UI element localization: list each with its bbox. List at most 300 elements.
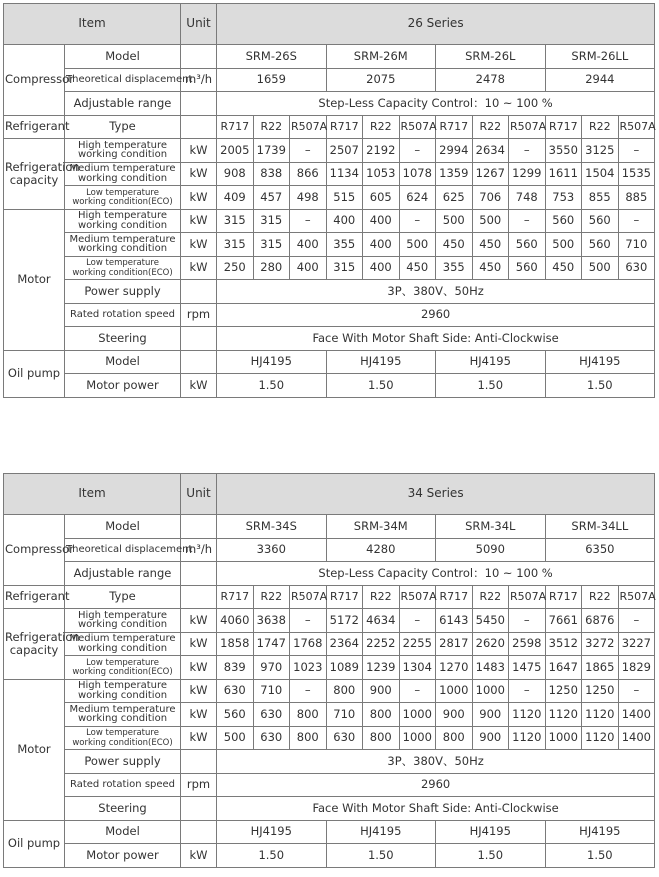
capacity-value: 1053 <box>363 162 400 186</box>
label-medium-temp-condition <box>65 703 181 727</box>
unit-kw: kW <box>181 233 217 257</box>
condition-label-line2: working condition <box>77 689 168 701</box>
motor-value: 400 <box>363 209 400 233</box>
motor-value: 315 <box>326 256 363 280</box>
label-low-temp-condition <box>65 656 181 680</box>
motor-value: 630 <box>253 703 290 727</box>
motor-value: 800 <box>326 679 363 703</box>
motor-value: 560 <box>582 209 619 233</box>
motor-value: 560 <box>509 233 546 257</box>
capacity-value: 3227 <box>618 632 655 656</box>
motor-value: 630 <box>326 726 363 750</box>
model-name: SRM-26LL <box>545 45 655 69</box>
capacity-value: 839 <box>217 656 254 680</box>
group-compressor: Compressor <box>4 45 65 116</box>
motor-value: – <box>399 679 436 703</box>
capacity-value: 1359 <box>436 162 473 186</box>
label-low-temp-condition <box>65 726 181 750</box>
label-rotation-speed: Rated rotation speed <box>65 773 181 797</box>
capacity-value: – <box>399 609 436 633</box>
motor-value: 450 <box>545 256 582 280</box>
unit-empty <box>181 820 217 844</box>
capacity-value: 2994 <box>436 139 473 163</box>
unit-empty <box>181 115 217 139</box>
motor-value: 1120 <box>545 703 582 727</box>
capacity-value: 3550 <box>545 139 582 163</box>
label-low-temp-condition <box>65 256 181 280</box>
oil-pump-model: HJ4195 <box>545 350 655 374</box>
refrigerant-type: R507A <box>290 585 327 609</box>
refrigerant-type: R507A <box>509 115 546 139</box>
displacement-value: 6350 <box>545 538 655 562</box>
unit-kw: kW <box>181 632 217 656</box>
group-refrigeration-capacity: Refrigeration capacity <box>4 139 65 210</box>
condition-label-line2: working condition <box>77 219 168 231</box>
capacity-value: 1739 <box>253 139 290 163</box>
motor-value: 500 <box>582 256 619 280</box>
motor-value: 630 <box>253 726 290 750</box>
condition-label-line2: working condition(ECO) <box>72 737 173 748</box>
motor-value: 1400 <box>618 726 655 750</box>
condition-label-line2: working condition <box>77 149 168 161</box>
condition-label-line2: working condition <box>77 243 168 255</box>
condition-label-line1: Low temperature <box>86 657 159 668</box>
condition-label-line2: working condition(ECO) <box>72 667 173 678</box>
capacity-value: 748 <box>509 186 546 210</box>
label-high-temp-condition <box>65 609 181 633</box>
capacity-value: 1134 <box>326 162 363 186</box>
motor-value: 800 <box>363 703 400 727</box>
steering-value: Face With Motor Shaft Side: Anti-Clockwise <box>217 797 655 821</box>
rotation-speed-value: 2960 <box>217 773 655 797</box>
label-medium-temp-condition <box>65 233 181 257</box>
capacity-value: 1504 <box>582 162 619 186</box>
capacity-value: – <box>618 139 655 163</box>
capacity-value: 1858 <box>217 632 254 656</box>
label-adjustable-range: Adjustable range <box>65 92 181 116</box>
motor-value: 560 <box>217 703 254 727</box>
capacity-value: 7661 <box>545 609 582 633</box>
capacity-value: 1483 <box>472 656 509 680</box>
motor-value: – <box>618 679 655 703</box>
oil-pump-model: HJ4195 <box>326 350 436 374</box>
motor-value: 1000 <box>472 679 509 703</box>
motor-value: 1120 <box>509 703 546 727</box>
label-type: Type <box>65 115 181 139</box>
motor-value: 1120 <box>582 703 619 727</box>
capacity-value: 2252 <box>363 632 400 656</box>
oil-pump-model: HJ4195 <box>217 820 327 844</box>
condition-label-line2: working condition(ECO) <box>72 267 173 278</box>
oil-pump-power: 1.50 <box>217 374 327 398</box>
oil-pump-model: HJ4195 <box>326 820 436 844</box>
label-high-temp-condition <box>65 679 181 703</box>
capacity-value: 624 <box>399 186 436 210</box>
unit-empty <box>181 350 217 374</box>
capacity-value: 1023 <box>290 656 327 680</box>
oil-pump-model: HJ4195 <box>217 350 327 374</box>
unit-rpm: rpm <box>181 773 217 797</box>
displacement-value: 5090 <box>436 538 546 562</box>
label-motor-power: Motor power <box>65 374 181 398</box>
condition-label-line1: Medium temperature <box>69 233 176 245</box>
power-supply-value: 3P、380V、50Hz <box>217 280 655 304</box>
motor-value: 800 <box>290 703 327 727</box>
oil-pump-power: 1.50 <box>545 844 655 868</box>
capacity-value: 2598 <box>509 632 546 656</box>
motor-value: 500 <box>217 726 254 750</box>
motor-value: 315 <box>253 233 290 257</box>
refrigerant-type: R507A <box>399 585 436 609</box>
condition-label-line2: working condition <box>77 619 168 631</box>
displacement-value: 2075 <box>326 68 436 92</box>
capacity-value: 855 <box>582 186 619 210</box>
capacity-value: 2817 <box>436 632 473 656</box>
capacity-value: 1829 <box>618 656 655 680</box>
unit-empty <box>181 92 217 116</box>
oil-pump-model: HJ4195 <box>436 820 546 844</box>
label-medium-temp-condition <box>65 162 181 186</box>
unit-empty <box>181 562 217 586</box>
capacity-value: 1475 <box>509 656 546 680</box>
capacity-value: – <box>509 139 546 163</box>
motor-value: 280 <box>253 256 290 280</box>
unit-empty <box>181 327 217 351</box>
label-oil-model: Model <box>65 350 181 374</box>
condition-label-line2: working condition <box>77 713 168 725</box>
label-model: Model <box>65 515 181 539</box>
unit-empty <box>181 45 217 69</box>
capacity-value: 753 <box>545 186 582 210</box>
motor-value: 630 <box>618 256 655 280</box>
motor-value: 500 <box>436 209 473 233</box>
refrigerant-type: R22 <box>363 585 400 609</box>
rotation-speed-value: 2960 <box>217 303 655 327</box>
capacity-value: 3272 <box>582 632 619 656</box>
group-compressor: Compressor <box>4 515 65 586</box>
model-name: SRM-34L <box>436 515 546 539</box>
unit-kw: kW <box>181 209 217 233</box>
motor-value: 1250 <box>545 679 582 703</box>
label-oil-model: Model <box>65 820 181 844</box>
capacity-value: 1270 <box>436 656 473 680</box>
refrigerant-type: R22 <box>472 585 509 609</box>
label-adjustable-range: Adjustable range <box>65 562 181 586</box>
displacement-value: 4280 <box>326 538 436 562</box>
motor-value: 500 <box>472 209 509 233</box>
refrigerant-type: R717 <box>436 115 473 139</box>
unit-empty <box>181 280 217 304</box>
capacity-value: 2005 <box>217 139 254 163</box>
condition-label-line1: Medium temperature <box>69 633 176 645</box>
motor-value: 400 <box>363 256 400 280</box>
oil-pump-power: 1.50 <box>436 844 546 868</box>
unit-kw: kW <box>181 162 217 186</box>
capacity-value: 1089 <box>326 656 363 680</box>
unit-displacement: m³/h <box>181 538 217 562</box>
motor-value: 900 <box>472 726 509 750</box>
capacity-value: 1239 <box>363 656 400 680</box>
capacity-value: 1768 <box>290 632 327 656</box>
motor-value: 400 <box>290 256 327 280</box>
label-motor-power: Motor power <box>65 844 181 868</box>
capacity-value: 5450 <box>472 609 509 633</box>
label-low-temp-condition <box>65 186 181 210</box>
capacity-value: 515 <box>326 186 363 210</box>
motor-value: 630 <box>217 679 254 703</box>
condition-label-line1: Medium temperature <box>69 163 176 175</box>
motor-value: 560 <box>509 256 546 280</box>
condition-label-line1: High temperature <box>77 139 168 151</box>
motor-value: 450 <box>472 233 509 257</box>
unit-kw: kW <box>181 139 217 163</box>
steering-value: Face With Motor Shaft Side: Anti-Clockwise <box>217 327 655 351</box>
motor-value: 900 <box>472 703 509 727</box>
motor-value: 400 <box>290 233 327 257</box>
condition-label-line2: working condition <box>77 172 168 184</box>
capacity-value: – <box>509 609 546 633</box>
motor-value: 400 <box>326 209 363 233</box>
capacity-value: 885 <box>618 186 655 210</box>
refrigerant-type: R507A <box>618 115 655 139</box>
label-power-supply: Power supply <box>65 280 181 304</box>
motor-value: – <box>509 209 546 233</box>
motor-value: 1000 <box>399 703 436 727</box>
unit-empty <box>181 585 217 609</box>
refrigerant-type: R507A <box>290 115 327 139</box>
label-steering: Steering <box>65 327 181 351</box>
oil-pump-power: 1.50 <box>436 374 546 398</box>
unit-rpm: rpm <box>181 303 217 327</box>
motor-value: 500 <box>545 233 582 257</box>
label-medium-temp-condition <box>65 632 181 656</box>
refrigerant-type: R22 <box>363 115 400 139</box>
label-displacement: Theoretical displacement <box>65 68 181 92</box>
unit-kw: kW <box>181 256 217 280</box>
capacity-value: 1078 <box>399 162 436 186</box>
oil-pump-power: 1.50 <box>326 844 436 868</box>
capacity-value: 1647 <box>545 656 582 680</box>
capacity-value: 1535 <box>618 162 655 186</box>
capacity-value: 4634 <box>363 609 400 633</box>
label-high-temp-condition <box>65 139 181 163</box>
capacity-value: 2255 <box>399 632 436 656</box>
motor-value: 315 <box>217 233 254 257</box>
motor-value: 1000 <box>399 726 436 750</box>
unit-empty <box>181 797 217 821</box>
capacity-value: 838 <box>253 162 290 186</box>
spec-table-26-series <box>3 3 655 398</box>
unit-kw: kW <box>181 726 217 750</box>
motor-value: 710 <box>618 233 655 257</box>
condition-label-line1: Low temperature <box>86 258 159 269</box>
displacement-value: 2478 <box>436 68 546 92</box>
motor-value: 1250 <box>582 679 619 703</box>
oil-pump-model: HJ4195 <box>436 350 546 374</box>
motor-value: 1000 <box>545 726 582 750</box>
unit-kw: kW <box>181 844 217 868</box>
refrigerant-type: R22 <box>472 115 509 139</box>
unit-kw: kW <box>181 186 217 210</box>
motor-value: – <box>618 209 655 233</box>
condition-label-line1: Low temperature <box>86 187 159 198</box>
group-oil-pump: Oil pump <box>4 820 65 867</box>
capacity-value: 866 <box>290 162 327 186</box>
motor-value: 900 <box>363 679 400 703</box>
label-displacement: Theoretical displacement <box>65 538 181 562</box>
refrigerant-type: R717 <box>545 585 582 609</box>
refrigerant-type: R717 <box>545 115 582 139</box>
capacity-value: 908 <box>217 162 254 186</box>
capacity-value: 2620 <box>472 632 509 656</box>
model-name: SRM-26L <box>436 45 546 69</box>
capacity-value: 706 <box>472 186 509 210</box>
capacity-value: 409 <box>217 186 254 210</box>
capacity-value: 625 <box>436 186 473 210</box>
header-unit: Unit <box>181 4 217 45</box>
capacity-value: 3638 <box>253 609 290 633</box>
capacity-value: 2634 <box>472 139 509 163</box>
motor-value: 250 <box>217 256 254 280</box>
motor-value: 500 <box>399 233 436 257</box>
motor-value: 355 <box>326 233 363 257</box>
motor-value: 355 <box>436 256 473 280</box>
capacity-value: 1304 <box>399 656 436 680</box>
model-name: SRM-34LL <box>545 515 655 539</box>
motor-value: 710 <box>253 679 290 703</box>
motor-value: 800 <box>436 726 473 750</box>
refrigerant-type: R22 <box>582 115 619 139</box>
motor-value: 560 <box>545 209 582 233</box>
group-refrigerant: Refrigerant <box>4 115 65 139</box>
label-type: Type <box>65 585 181 609</box>
model-name: SRM-34M <box>326 515 436 539</box>
capacity-value: – <box>290 609 327 633</box>
motor-value: 450 <box>472 256 509 280</box>
capacity-value: 970 <box>253 656 290 680</box>
refrigerant-type: R507A <box>618 585 655 609</box>
label-power-supply: Power supply <box>65 750 181 774</box>
capacity-value: 6143 <box>436 609 473 633</box>
unit-kw: kW <box>181 703 217 727</box>
unit-kw: kW <box>181 656 217 680</box>
unit-empty <box>181 515 217 539</box>
motor-value: 400 <box>363 233 400 257</box>
refrigerant-type: R717 <box>217 115 254 139</box>
power-supply-value: 3P、380V、50Hz <box>217 750 655 774</box>
capacity-value: 3125 <box>582 139 619 163</box>
motor-value: 315 <box>253 209 290 233</box>
capacity-value: 4060 <box>217 609 254 633</box>
refrigerant-type: R22 <box>253 585 290 609</box>
motor-value: 315 <box>217 209 254 233</box>
label-rotation-speed: Rated rotation speed <box>65 303 181 327</box>
capacity-value: 3512 <box>545 632 582 656</box>
adjustable-range-value: Step-Less Capacity Control：10 ~ 100 % <box>217 562 655 586</box>
capacity-value: 2364 <box>326 632 363 656</box>
motor-value: 560 <box>582 233 619 257</box>
capacity-value: 1299 <box>509 162 546 186</box>
refrigerant-type: R22 <box>582 585 619 609</box>
motor-value: 800 <box>363 726 400 750</box>
group-oil-pump: Oil pump <box>4 350 65 397</box>
header-unit: Unit <box>181 474 217 515</box>
displacement-value: 2944 <box>545 68 655 92</box>
label-high-temp-condition <box>65 209 181 233</box>
header-item: Item <box>4 474 181 515</box>
refrigerant-type: R717 <box>326 585 363 609</box>
group-motor: Motor <box>4 679 65 820</box>
oil-pump-power: 1.50 <box>545 374 655 398</box>
group-refrigeration-capacity: Refrigeration capacity <box>4 609 65 680</box>
capacity-value: 2192 <box>363 139 400 163</box>
displacement-value: 1659 <box>217 68 327 92</box>
condition-label-line1: High temperature <box>77 210 168 222</box>
motor-value: 900 <box>436 703 473 727</box>
capacity-value: 498 <box>290 186 327 210</box>
motor-value: 1120 <box>509 726 546 750</box>
condition-label-line2: working condition <box>77 642 168 654</box>
motor-value: 450 <box>436 233 473 257</box>
group-motor: Motor <box>4 209 65 350</box>
model-name: SRM-34S <box>217 515 327 539</box>
oil-pump-power: 1.50 <box>217 844 327 868</box>
capacity-value: 1865 <box>582 656 619 680</box>
spec-table-34-series <box>3 473 655 868</box>
motor-value: – <box>399 209 436 233</box>
condition-label-line1: Medium temperature <box>69 703 176 715</box>
unit-kw: kW <box>181 609 217 633</box>
condition-label-line1: Low temperature <box>86 728 159 739</box>
condition-label-line1: High temperature <box>77 680 168 692</box>
unit-kw: kW <box>181 679 217 703</box>
capacity-value: 605 <box>363 186 400 210</box>
model-name: SRM-26S <box>217 45 327 69</box>
model-name: SRM-26M <box>326 45 436 69</box>
refrigerant-type: R717 <box>217 585 254 609</box>
capacity-value: 6876 <box>582 609 619 633</box>
refrigerant-type: R507A <box>509 585 546 609</box>
capacity-value: 1267 <box>472 162 509 186</box>
motor-value: 1120 <box>582 726 619 750</box>
motor-value: 1400 <box>618 703 655 727</box>
capacity-value: 1747 <box>253 632 290 656</box>
motor-value: – <box>509 679 546 703</box>
condition-label-line2: working condition(ECO) <box>72 197 173 208</box>
capacity-value: 5172 <box>326 609 363 633</box>
motor-value: 710 <box>326 703 363 727</box>
capacity-value: 457 <box>253 186 290 210</box>
motor-value: – <box>290 679 327 703</box>
unit-kw: kW <box>181 374 217 398</box>
motor-value: 1000 <box>436 679 473 703</box>
unit-empty <box>181 750 217 774</box>
label-steering: Steering <box>65 797 181 821</box>
displacement-value: 3360 <box>217 538 327 562</box>
header-series: 26 Series <box>217 4 655 45</box>
oil-pump-power: 1.50 <box>326 374 436 398</box>
adjustable-range-value: Step-Less Capacity Control：10 ~ 100 % <box>217 92 655 116</box>
oil-pump-model: HJ4195 <box>545 820 655 844</box>
motor-value: 800 <box>290 726 327 750</box>
capacity-value: – <box>399 139 436 163</box>
refrigerant-type: R717 <box>436 585 473 609</box>
capacity-value: – <box>618 609 655 633</box>
capacity-value: – <box>290 139 327 163</box>
unit-displacement: m³/h <box>181 68 217 92</box>
motor-value: – <box>290 209 327 233</box>
condition-label-line1: High temperature <box>77 609 168 621</box>
